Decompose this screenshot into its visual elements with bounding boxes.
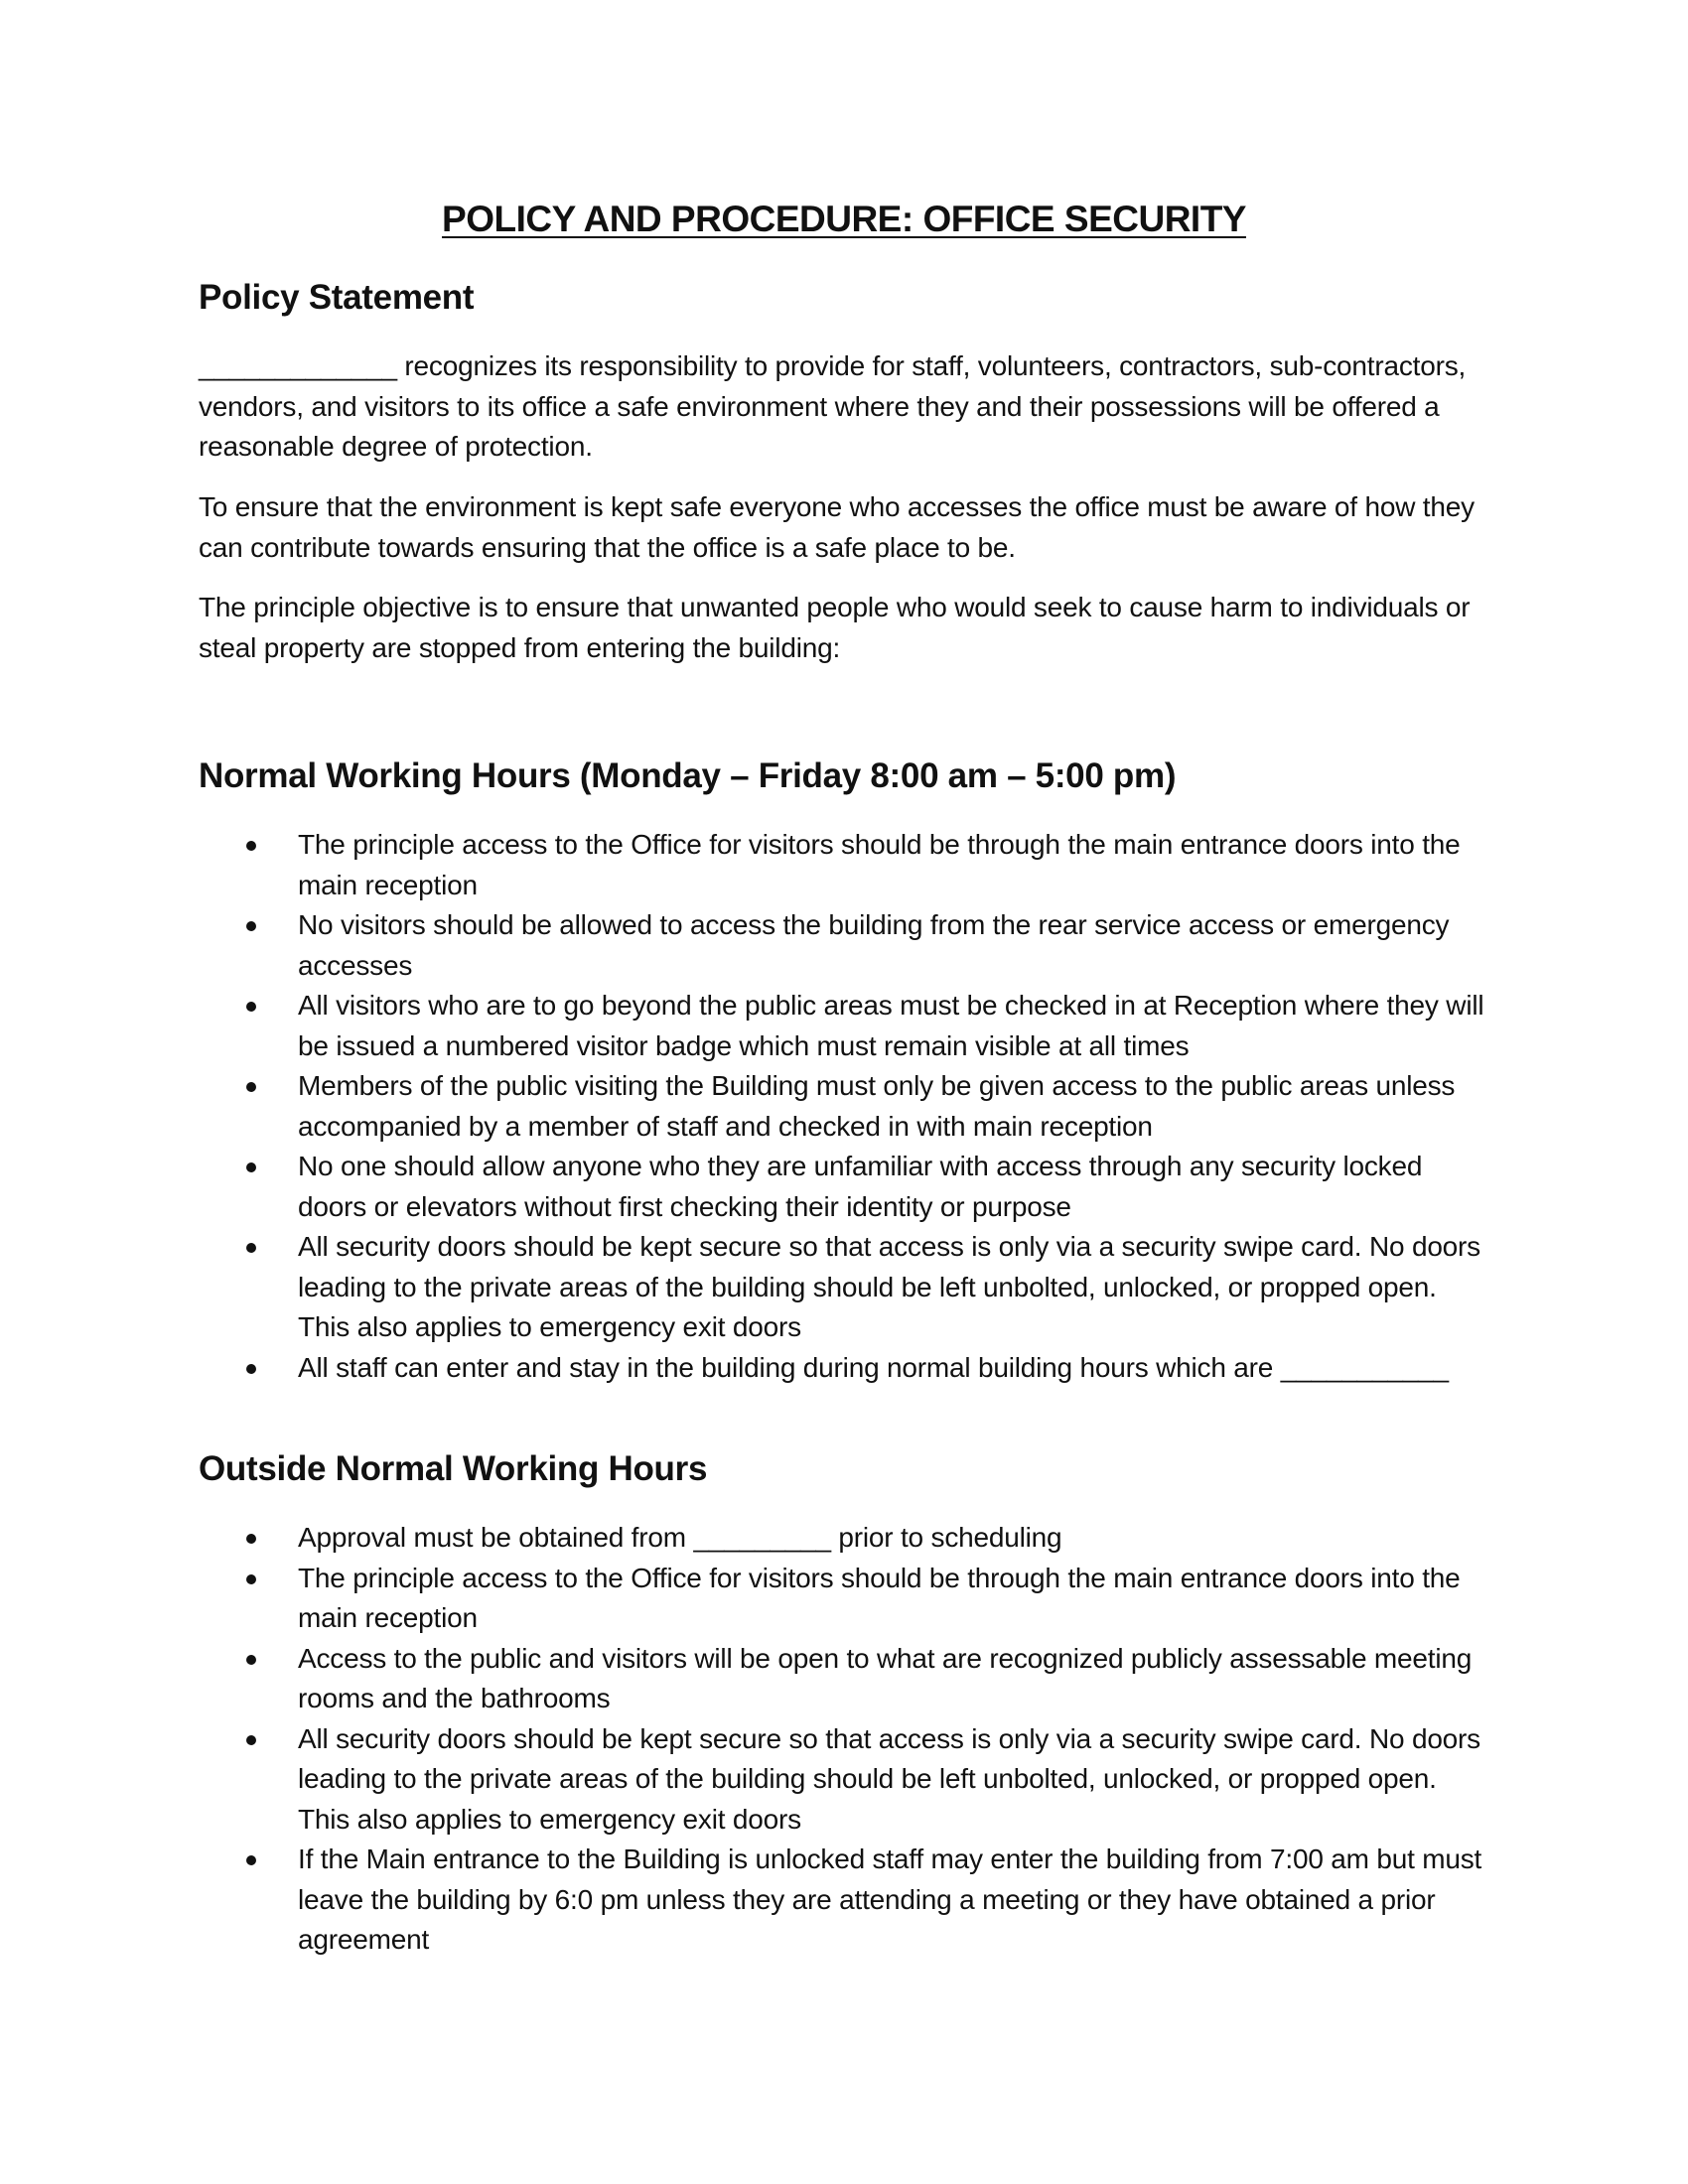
- list-item-text: No visitors should be allowed to access the building from the rear service access or emergency accesses: [298, 909, 1450, 981]
- list-item: [199, 1227, 1489, 1348]
- normal-hours-heading: Normal Working Hours (Monday – Friday 8:00 am – 5:00 pm): [199, 756, 1177, 795]
- list-item-text: If the Main entrance to the Building is unlocked staff may enter the building from 7:00 am but must leave the building by 6:0 pm unless they are attending a meeting or they have obtained a prior agreement: [298, 1843, 1482, 1955]
- list-item-text: All visitors who are to go beyond the public areas must be checked in at Reception where they will be issued a numbered visitor badge which must remain visible at all times: [298, 990, 1484, 1061]
- list-item: [199, 1147, 1489, 1227]
- bullet-icon: [246, 1082, 256, 1092]
- list-item: [199, 1840, 1489, 1961]
- list-item-text: No one should allow anyone who they are unfamiliar with access through any security locked doors or elevators without first checking their identity or purpose: [298, 1151, 1423, 1222]
- list-item-text: The principle access to the Office for visitors should be through the main entrance doors into the main reception: [298, 829, 1461, 900]
- list-item: [199, 1518, 1489, 1559]
- policy-statement-heading: Policy Statement: [199, 278, 475, 317]
- list-item-text: All security doors should be kept secure so that access is only via a security swipe card. No doors leading to the private areas of the building should be left unbolted, unlocked, or propped open. This also applies to emergency exit doors: [298, 1231, 1480, 1342]
- list-item-text: Access to the public and visitors will be open to what are recognized publicly assessable meeting rooms and the bathrooms: [298, 1642, 1473, 1713]
- document-title-text: POLICY AND PROCEDURE: OFFICE SECURITY: [442, 199, 1246, 239]
- bullet-icon: [246, 1655, 256, 1665]
- list-item-text: Members of the public visiting the Building must only be given access to the public areas unless accompanied by a member of staff and checked in with main reception: [298, 1070, 1456, 1142]
- bullet-icon: [246, 1364, 256, 1374]
- bullet-icon: [246, 1735, 256, 1745]
- bullet-icon: [246, 1162, 256, 1172]
- list-item: [199, 825, 1489, 905]
- list-item: [199, 905, 1489, 986]
- list-item-text: The principle access to the Office for visitors should be through the main entrance doors into the main reception: [298, 1562, 1461, 1633]
- policy-paragraph: _____________ recognizes its responsibility to provide for staff, volunteers, contractors, sub-contractors, vendors, and visitors to its office a safe environment where they and their possessions will be offered a reasonable degree of protection.: [199, 350, 1467, 462]
- bullet-icon: [246, 1002, 256, 1012]
- outside-hours-list: [199, 1518, 1489, 1961]
- list-item-text: All security doors should be kept secure so that access is only via a security swipe card. No doors leading to the private areas of the building should be left unbolted, unlocked, or propped open. This also applies to emergency exit doors: [298, 1722, 1480, 1835]
- policy-paragraph: The principle objective is to ensure that unwanted people who would seek to cause harm to individuals or steal property are stopped from entering the building:: [199, 592, 1471, 663]
- list-item-text: Approval must be obtained from _________ prior to scheduling: [298, 1522, 1062, 1553]
- bullet-icon: [246, 1243, 256, 1253]
- bullet-icon: [246, 921, 256, 931]
- list-item: [199, 1559, 1489, 1639]
- policy-paragraph: To ensure that the environment is kept safe everyone who accesses the office must be aware of how they can contribute towards ensuring that the office is a safe place to be.: [199, 491, 1475, 563]
- bullet-icon: [246, 1574, 256, 1584]
- list-item: [199, 1066, 1489, 1147]
- bullet-icon: [246, 1855, 256, 1865]
- list-item: [199, 1719, 1489, 1841]
- bullet-icon: [246, 1534, 256, 1544]
- list-item: [199, 986, 1489, 1066]
- normal-hours-list: [199, 825, 1489, 1388]
- list-item: [199, 1348, 1489, 1389]
- list-item: [199, 1639, 1489, 1719]
- list-item-text: All staff can enter and stay in the building during normal building hours which are ___________: [298, 1351, 1449, 1383]
- bullet-icon: [246, 841, 256, 851]
- document-title: [0, 199, 1688, 240]
- outside-hours-heading: Outside Normal Working Hours: [199, 1449, 708, 1488]
